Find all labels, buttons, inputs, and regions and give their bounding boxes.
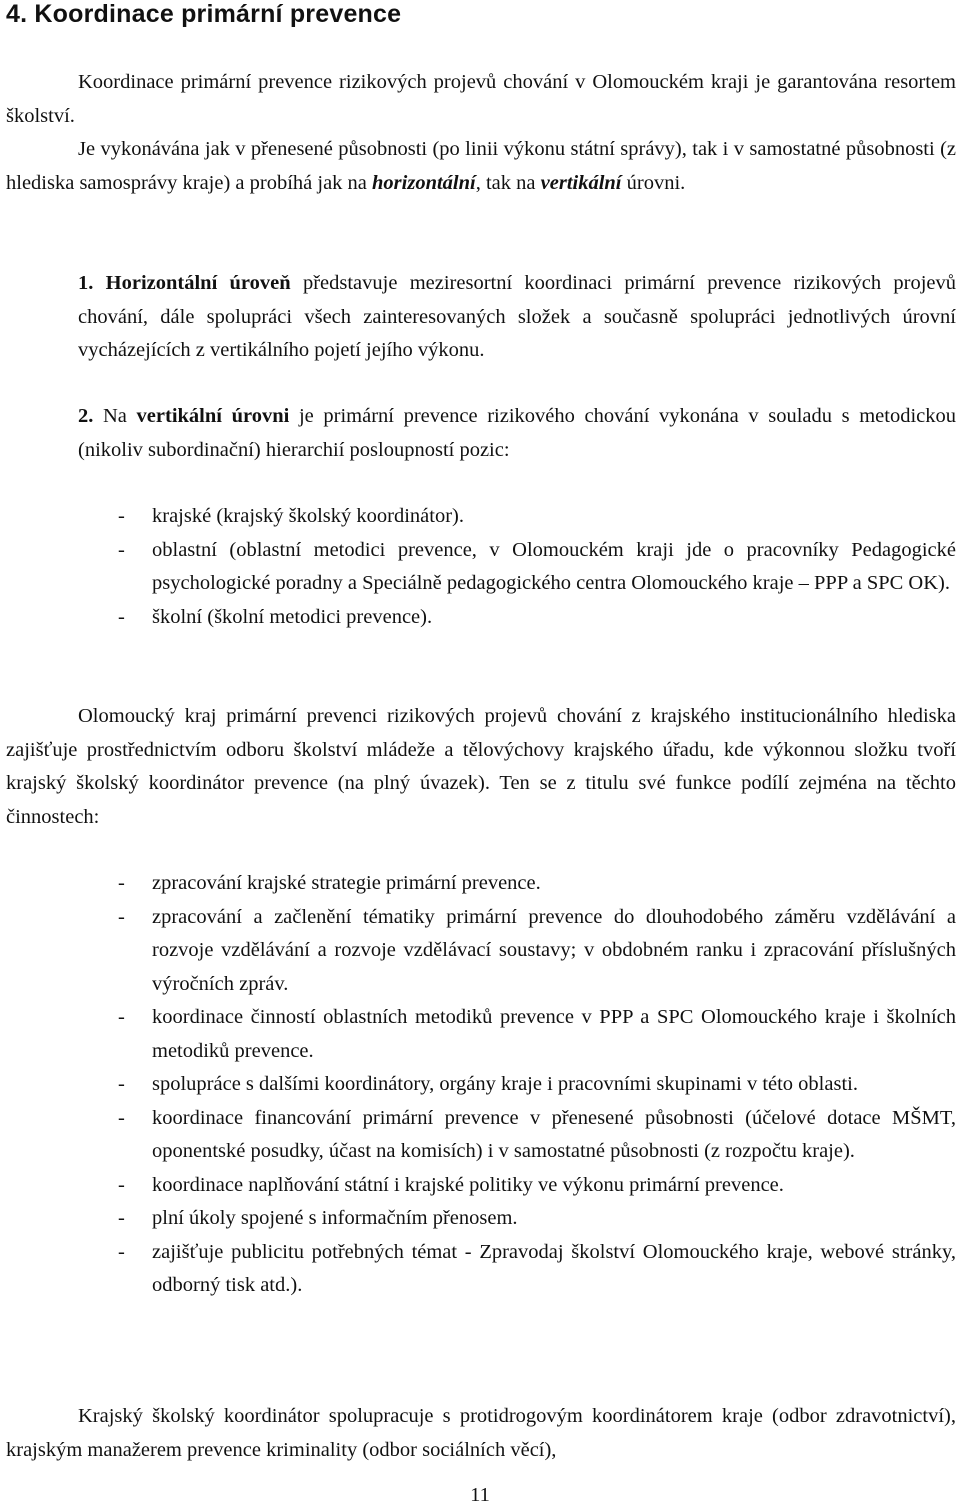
section-heading: 4. Koordinace primární prevence bbox=[6, 0, 402, 28]
intro-paragraph-2 bbox=[6, 133, 956, 200]
intro-text-a: Je vykonávána jak v přenesené působnosti (po linii výkonu státní správy), tak i v samostatné působnosti (z hlediska samosprávy kraje) a probíhá jak na bbox=[6, 138, 956, 194]
item-pre: Na bbox=[93, 405, 137, 427]
activities-list bbox=[78, 867, 956, 1303]
intro-text-e: úrovni. bbox=[621, 171, 686, 194]
numbered-item-1 bbox=[78, 267, 956, 368]
list-item: - spolupráce s dalšími koordinátory, orgány kraje i pracovními skupinami v této oblasti. bbox=[78, 1068, 956, 1102]
horizontal-emph: horizontální bbox=[372, 171, 476, 194]
item-text: je primární prevence rizikového chování vykonána v souladu s metodickou (nikoliv subordinační) hierarchií posloupností pozic: bbox=[78, 405, 957, 461]
list-item: - školní (školní metodici prevence). bbox=[78, 601, 956, 635]
intro-text-c: , tak na bbox=[475, 171, 541, 194]
list-item: - koordinace financování primární prevence v přenesené působnosti (účelové dotace MŠMT, oponentské posudky, účast na komisích) i v samostatné působnosti (z rozpočtu kraje). bbox=[78, 1102, 956, 1169]
list-item: - zpracování krajské strategie primární prevence. bbox=[78, 867, 956, 901]
item-bold-term: Horizontální úroveň bbox=[105, 272, 291, 294]
item-bold-term: vertikální úrovni bbox=[136, 405, 290, 427]
list-item: - oblastní (oblastní metodici prevence, v Olomouckém kraji jde o pracovníky Pedagogické psychologické poradny a Speciálně pedagogického centra Olomouckého kraje – PPP a SPC OK). bbox=[78, 534, 956, 601]
item-text: představuje meziresortní koordinaci primární prevence rizikových projevů chování, dále spolupráci všech zainteresovaných složek a současně spolupráci jednotlivých úrovní vycházejících z vertikálního pojetí jejího výkonu. bbox=[78, 272, 957, 361]
page-number: 11 bbox=[470, 1484, 490, 1506]
intro-paragraph-1: Koordinace primární prevence rizikových projevů chování v Olomouckém kraji je garantována resortem školství. bbox=[6, 71, 956, 127]
list-item: - krajské (krajský školský koordinátor). bbox=[78, 500, 956, 534]
list-item: - zpracování a začlenění tématiky primární prevence do dlouhodobého záměru vzdělávání a rozvoje vzdělávání a rozvoje vzdělávací soustavy; v obdobném ranku i zpracování příslušných výročních zpráv. bbox=[78, 901, 956, 1002]
list-item: - zajišťuje publicitu potřebných témat - Zpravodaj školství Olomouckého kraje, webové stránky, odborný tisk atd.). bbox=[78, 1236, 956, 1303]
vertical-emph: vertikální bbox=[540, 171, 622, 194]
list-item: - plní úkoly spojené s informačním přenosem. bbox=[78, 1202, 956, 1236]
paragraph-4: Krajský školský koordinátor spolupracuje s protidrogovým koordinátorem kraje (odbor zdravotnictví), krajským manažerem prevence kriminality (odbor sociálních věcí), bbox=[6, 1405, 956, 1461]
item-number: 2. bbox=[78, 405, 94, 427]
item-number: 1. bbox=[78, 272, 94, 294]
levels-list bbox=[78, 500, 956, 634]
list-item: - koordinace naplňování státní i krajské politiky ve výkonu primární prevence. bbox=[78, 1169, 956, 1203]
numbered-item-2 bbox=[78, 400, 956, 467]
paragraph-3: Olomoucký kraj primární prevenci rizikových projevů chování z krajského institucionálního hlediska zajišťuje prostřednictvím odboru školství mládeže a tělovýchovy krajského úřadu, kde výkonnou složku tvoří krajský školský koordinátor prevence (na plný úvazek). Ten se z titulu své funkce podílí zejména na těchto činnostech: bbox=[6, 705, 956, 828]
list-item: - koordinace činností oblastních metodiků prevence v PPP a SPC Olomouckého kraje i školních metodiků prevence. bbox=[78, 1001, 956, 1068]
